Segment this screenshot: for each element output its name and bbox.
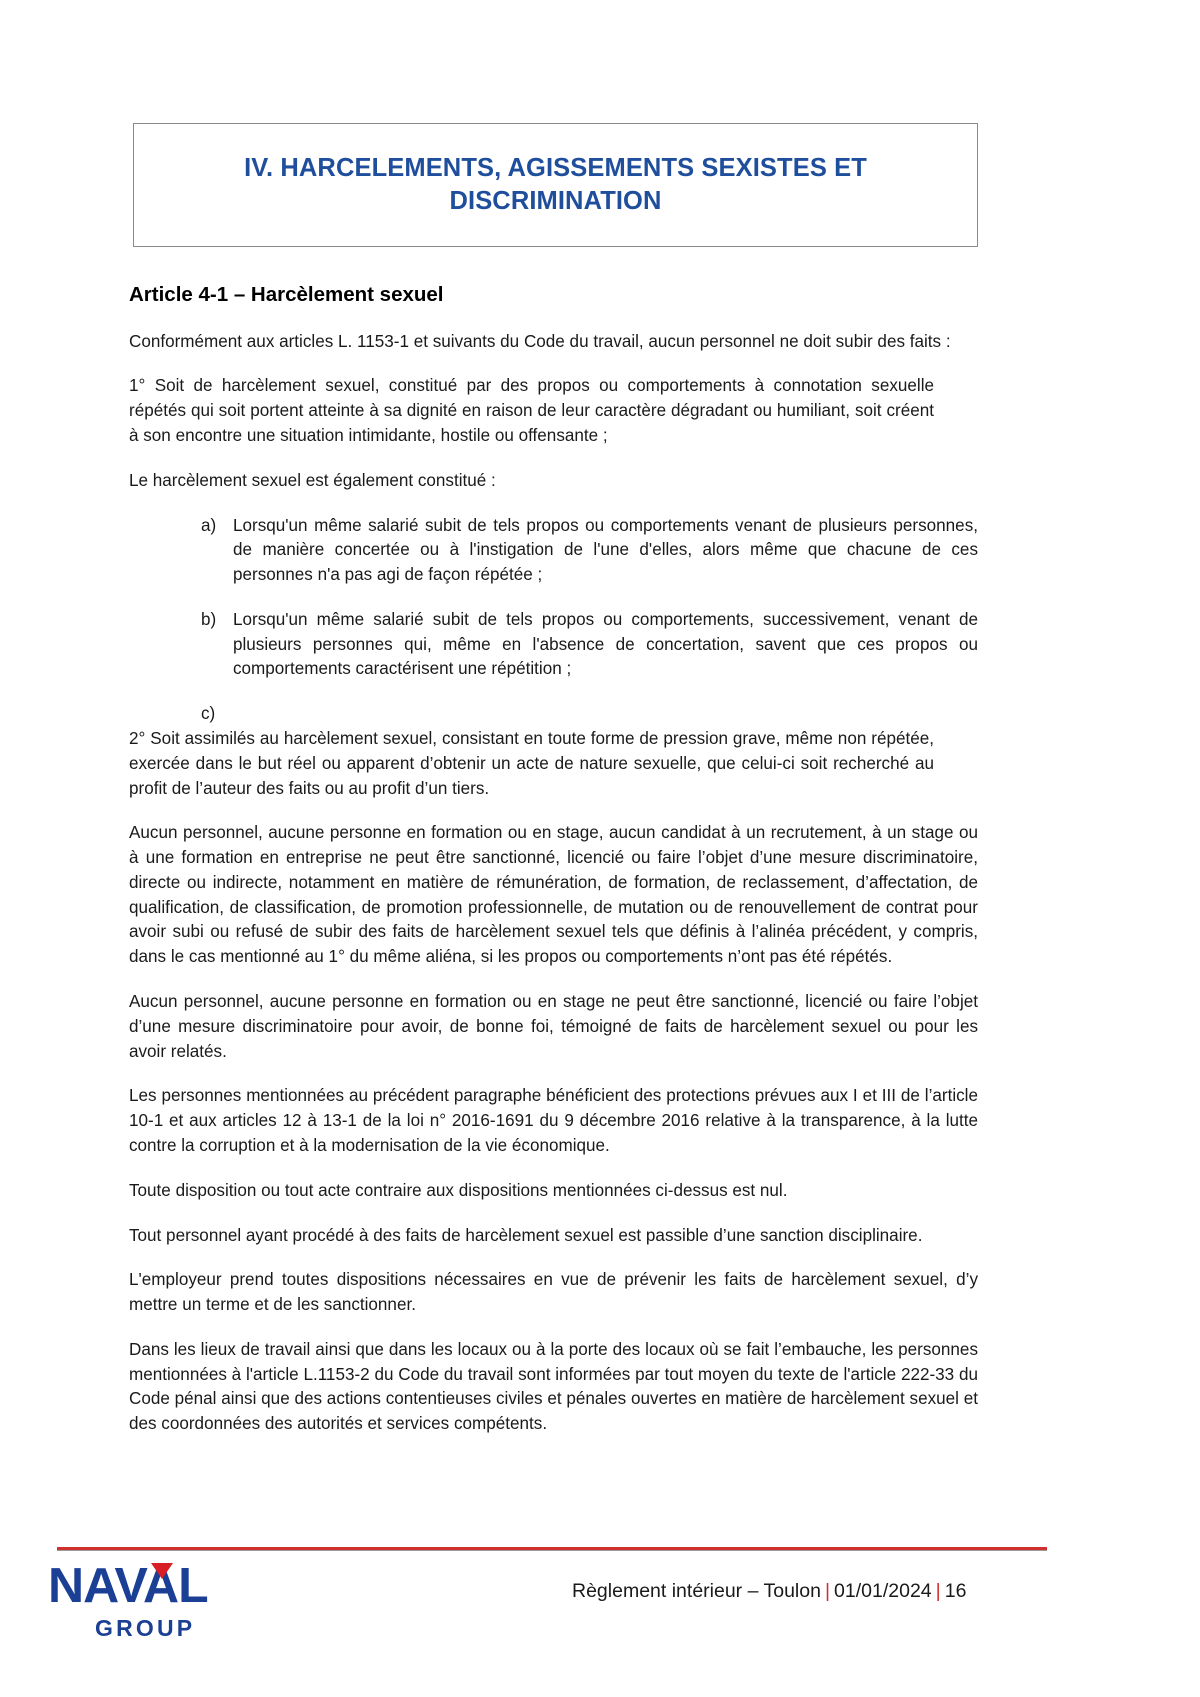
numbered-item-2: 2° Soit assimilés au harcèlement sexuel, consistant en toute forme de pression grave, même non répétée, exercée dans le but réel ou apparent d’obtenir un acte de nature sexuelle, que celui-ci soit recherché au profit de l’auteur des faits ou au profit d’un tiers. <box>129 729 934 798</box>
paragraph-5: Tout personnel ayant procédé à des faits de harcèlement sexuel est passible d’une sanction disciplinaire. <box>129 1225 923 1245</box>
intro-paragraph: Conformément aux articles L. 1153-1 et suivants du Code du travail, aucun personnel ne doit subir des faits : <box>129 331 951 351</box>
paragraph-4: Toute disposition ou tout acte contraire aux dispositions mentionnées ci-dessus est nul. <box>129 1180 788 1200</box>
section-title-box <box>133 123 978 247</box>
lettered-list <box>173 514 978 727</box>
red-triangle-icon <box>151 1563 173 1579</box>
paragraph-3: Les personnes mentionnées au précédent paragraphe bénéficient des protections prévues aux I et III de l’article 10-1 et aux articles 12 à 13-1 de la loi n° 2016-1691 du 9 décembre 2016 relative à la transparence, à la lutte contre la corruption et à la modernisation de la vie économique. <box>129 1086 978 1155</box>
list-item-text <box>233 702 978 703</box>
numbered-item-1: 1° Soit de harcèlement sexuel, constitué par des propos ou comportements à connotation sexuelle répétés qui soit portent atteinte à sa dignité en raison de leur caractère dégradant ou humiliant, soit créent à son encontre une situation intimidante, hostile ou offensante ; <box>129 376 934 445</box>
footer-separator-2: | <box>935 1580 941 1602</box>
naval-group-logo <box>48 1559 248 1654</box>
paragraph-7: Dans les lieux de travail ainsi que dans les locaux ou à la porte des locaux où se fait l’embauche, les personnes mentionnées à l'article L.1153-2 du Code du travail sont informées par tout moyen du texte de l'article 222-33 du Code pénal ainsi que des actions contentieuses civiles et pénales ouvertes en matière de harcèlement sexuel et des coordonnées des autorités et services compétents. <box>129 1339 978 1434</box>
footer-page-number: 16 <box>944 1580 967 1602</box>
list-item-marker: c) <box>201 704 216 724</box>
list-item-marker: b) <box>201 609 217 629</box>
logo-subtext: GROUP <box>95 1615 196 1641</box>
footer-doc-title: Règlement intérieur – Toulon <box>572 1580 821 1602</box>
logo-wordmark: NAVAL <box>48 1559 208 1613</box>
list-item-text: Lorsqu'un même salarié subit de tels propos ou comportements venant de plusieurs personnes, de manière concertée ou à l'instigation de l'une d'elles, alors même que chacune de ces personnes n'a pas agi de façon répétée ; <box>233 515 978 585</box>
paragraph-6: L'employeur prend toutes dispositions nécessaires en vue de prévenir les faits de harcèlement sexuel, d’y mettre un terme et de les sanctionner. <box>129 1270 978 1315</box>
article-heading: Article 4-1 – Harcèlement sexuel <box>129 283 444 306</box>
footer-separator-1: | <box>824 1580 831 1602</box>
list-item-text: Lorsqu'un même salarié subit de tels propos ou comportements, successivement, venant de plusieurs personnes qui, même en l'absence de concertation, savent que ces propos ou comportements caractérisent une répétition ; <box>233 609 978 679</box>
list-item <box>173 702 978 727</box>
document-body <box>129 282 978 1437</box>
list-item <box>173 514 978 588</box>
footer-date: 01/01/2024 <box>834 1580 932 1602</box>
paragraph-1: Aucun personnel, aucune personne en formation ou en stage, aucun candidat à un recrutement, à un stage ou à une formation en entreprise ne peut être sanctionné, licencié ou faire l’objet d’une mesure discriminatoire, directe ou indirecte, notamment en matière de rémunération, de formation, de reclassement, d’affectation, de qualification, de classification, de promotion professionnelle, de mutation ou de renouvellement de contrat pour avoir subi ou refusé de subir des faits de harcèlement sexuel tels que définis à l’alinéa précédent, y compris, dans le cas mentionné au 1° du même aliéna, si les propos ou comportements n’ont pas été répétés. <box>129 823 978 967</box>
list-item-marker: a) <box>201 515 217 535</box>
lead-in-paragraph: Le harcèlement sexuel est également constitué : <box>129 470 496 490</box>
list-item <box>173 608 978 682</box>
section-title: IV. HARCELEMENTS, AGISSEMENTS SEXISTES ET DISCRIMINATION <box>244 154 867 215</box>
footer-divider-gray <box>57 1550 1047 1551</box>
footer-info <box>572 1580 966 1603</box>
paragraph-2: Aucun personnel, aucune personne en formation ou en stage ne peut être sanctionné, licencié ou faire l’objet d’une mesure discriminatoire pour avoir, de bonne foi, témoigné de faits de harcèlement sexuel ou pour les avoir relatés. <box>129 992 978 1061</box>
